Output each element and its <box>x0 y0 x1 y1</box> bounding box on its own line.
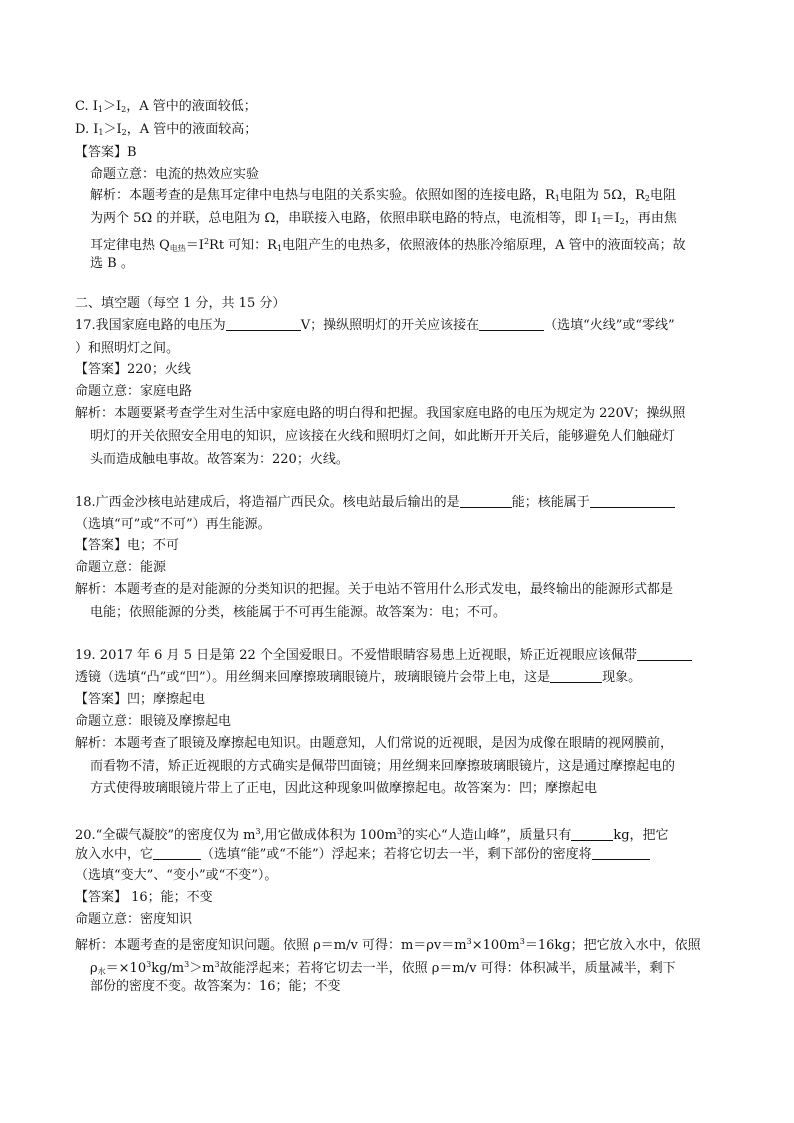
section-title: 二、填空题（每空 1 分，共 15 分） <box>75 296 286 311</box>
q20-line3: （选填“变大”、“变小”或“不变”）。 <box>75 868 278 883</box>
q16-answer: 【答案】B <box>75 145 137 160</box>
q18-line1: 18.广西金沙核电站建成后，将造福广西民众。核电站最后输出的是 能；核能属于 <box>75 493 675 513</box>
q20-analysis-line2: $\rho_水=\times 10^3kg/m^3>m^3$故能浮起来；若将它切去一半，依照 ρ＝m/v 可得：体积减半，质量减半，剩下 <box>90 960 676 976</box>
q19-analysis-line1: 解析：本题考查了眼镜及摩擦起电知识。由题意知，人们常说的近视眼，是因为成像在眼睛的视网膜前， <box>75 736 674 751</box>
q19-intent: 命题立意：眼镜及摩擦起电 <box>75 714 232 729</box>
q18-answer: 【答案】电；不可 <box>75 538 180 553</box>
answer-blank[interactable] <box>226 316 301 331</box>
q19-line2: 透镜（选填“凸”或“凹”）。用丝绸来回摩擦玻璃眼镜片，玻璃眼镜片会带上电，这是 现象。 <box>75 670 642 685</box>
q19-line1: 19. 2017 年 6 月 5 日是第 22 个全国爱眼日。不爱惜眼睛容易患上近视眼，矫正近视眼应该佩带 <box>75 646 692 666</box>
q20-intent: 命题立意：密度知识 <box>75 912 193 927</box>
option-c: C. $I_1>I_2$，A 管中的液面较低； <box>75 99 257 114</box>
option-d: D. $I_1>I_2$，A 管中的液面较高； <box>75 122 258 137</box>
q20-answer: 【答案】 16；能；不变 <box>75 890 213 905</box>
q17-line2: ）和照明灯之间。 <box>75 341 180 356</box>
q19-analysis-line2: 而看物不清，矫正近视眼的方式确实是佩带凹面镜；用丝绸来回摩擦玻璃眼镜片，这是通过摩擦起电的 <box>90 759 676 774</box>
q17-intent: 命题立意：家庭电路 <box>75 384 193 399</box>
q18-line2: （选填“可”或“不可”）再生能源。 <box>75 517 271 532</box>
q17-analysis-line3: 头而造成触电事故。故答案为：220；火线。 <box>90 452 349 467</box>
q17-answer: 【答案】220；火线 <box>75 362 191 377</box>
answer-blank[interactable] <box>460 493 512 508</box>
q18-intent: 命题立意：能源 <box>75 560 167 575</box>
answer-blank[interactable] <box>590 493 675 508</box>
q20-analysis-line3: 部份的密度不变。故答案为：16；能；不变 <box>90 979 341 994</box>
q17-line1: 17.我国家庭电路的电压为 V；操纵照明灯的开关应该接在 （选填“火线”或“零线” <box>75 318 675 333</box>
q17-analysis-line1: 解析：本题要紧考查学生对生活中家庭电路的明白得和把握。我国家庭电路的电压为规定为 220V；操纵照 <box>75 406 686 421</box>
q18-analysis-line2: 电能；依照能源的分类，核能属于不可再生能源。故答案为：电；不可。 <box>90 605 507 620</box>
q20-analysis-line1: 解析：本题考查的是密度知识问题。依照 ρ＝m/v 可得：$m=\rho v=m^3\times 100m^3=16kg$；把它放入水中，依照 <box>75 937 701 953</box>
q16-intent: 命题立意：电流的热效应实验 <box>90 167 260 182</box>
answer-blank[interactable] <box>550 668 602 683</box>
q19-analysis-line3: 方式使得玻璃眼镜片带上了正电，因此这种现象叫做摩擦起电。故答案为：凹；摩擦起电 <box>90 781 598 796</box>
answer-blank[interactable] <box>153 845 201 860</box>
q16-analysis-line1: 解析：本题考查的是焦耳定律中电热与电阻的关系实验。依照如图的连接电路，$R_1$电阻为 5Ω，$R_2$电阻 <box>90 188 676 203</box>
q20-line1: 20.“全碳气凝胶”的密度仅为 $m^3$,用它做成体积为 $100m^3$的实心“人造山峰”，质量只有 kg，把它 <box>75 827 669 843</box>
q20-line2: 放入水中，它 （选填“能”或“不能”）浮起来；若将它切去一半，剩下部份的密度将 <box>75 845 650 865</box>
q16-analysis-line2: 为两个 5Ω 的并联，总电阻为 Ω，串联接入电路，依照串联电路的特点，电流相等，即 $I_1=I_2$，再由焦 <box>90 211 677 226</box>
answer-blank[interactable] <box>571 826 613 841</box>
q19-answer: 【答案】凹；摩擦起电 <box>75 692 206 707</box>
q17-analysis-line2: 明灯的开关依照安全用电的知识，应该接在火线和照明灯之间，如此断开开关后，能够避免人们触碰灯 <box>90 429 676 444</box>
answer-blank[interactable] <box>479 316 544 331</box>
answer-blank[interactable] <box>637 646 692 661</box>
answer-blank[interactable] <box>592 845 650 860</box>
q16-analysis-line3: 耳定律电热 $Q_{电热}=I^2Rt$ 可知：$R_1$电阻产生的电热多，依照液体的热胀冷缩原理，A 管中的液面较高；故 <box>90 237 686 253</box>
q16-analysis-line4: 选 B 。 <box>90 256 134 271</box>
q18-analysis-line1: 解析：本题考查的是对能源的分类知识的把握。关于电站不管用什么形式发电，最终输出的能源形式都是 <box>75 582 674 597</box>
